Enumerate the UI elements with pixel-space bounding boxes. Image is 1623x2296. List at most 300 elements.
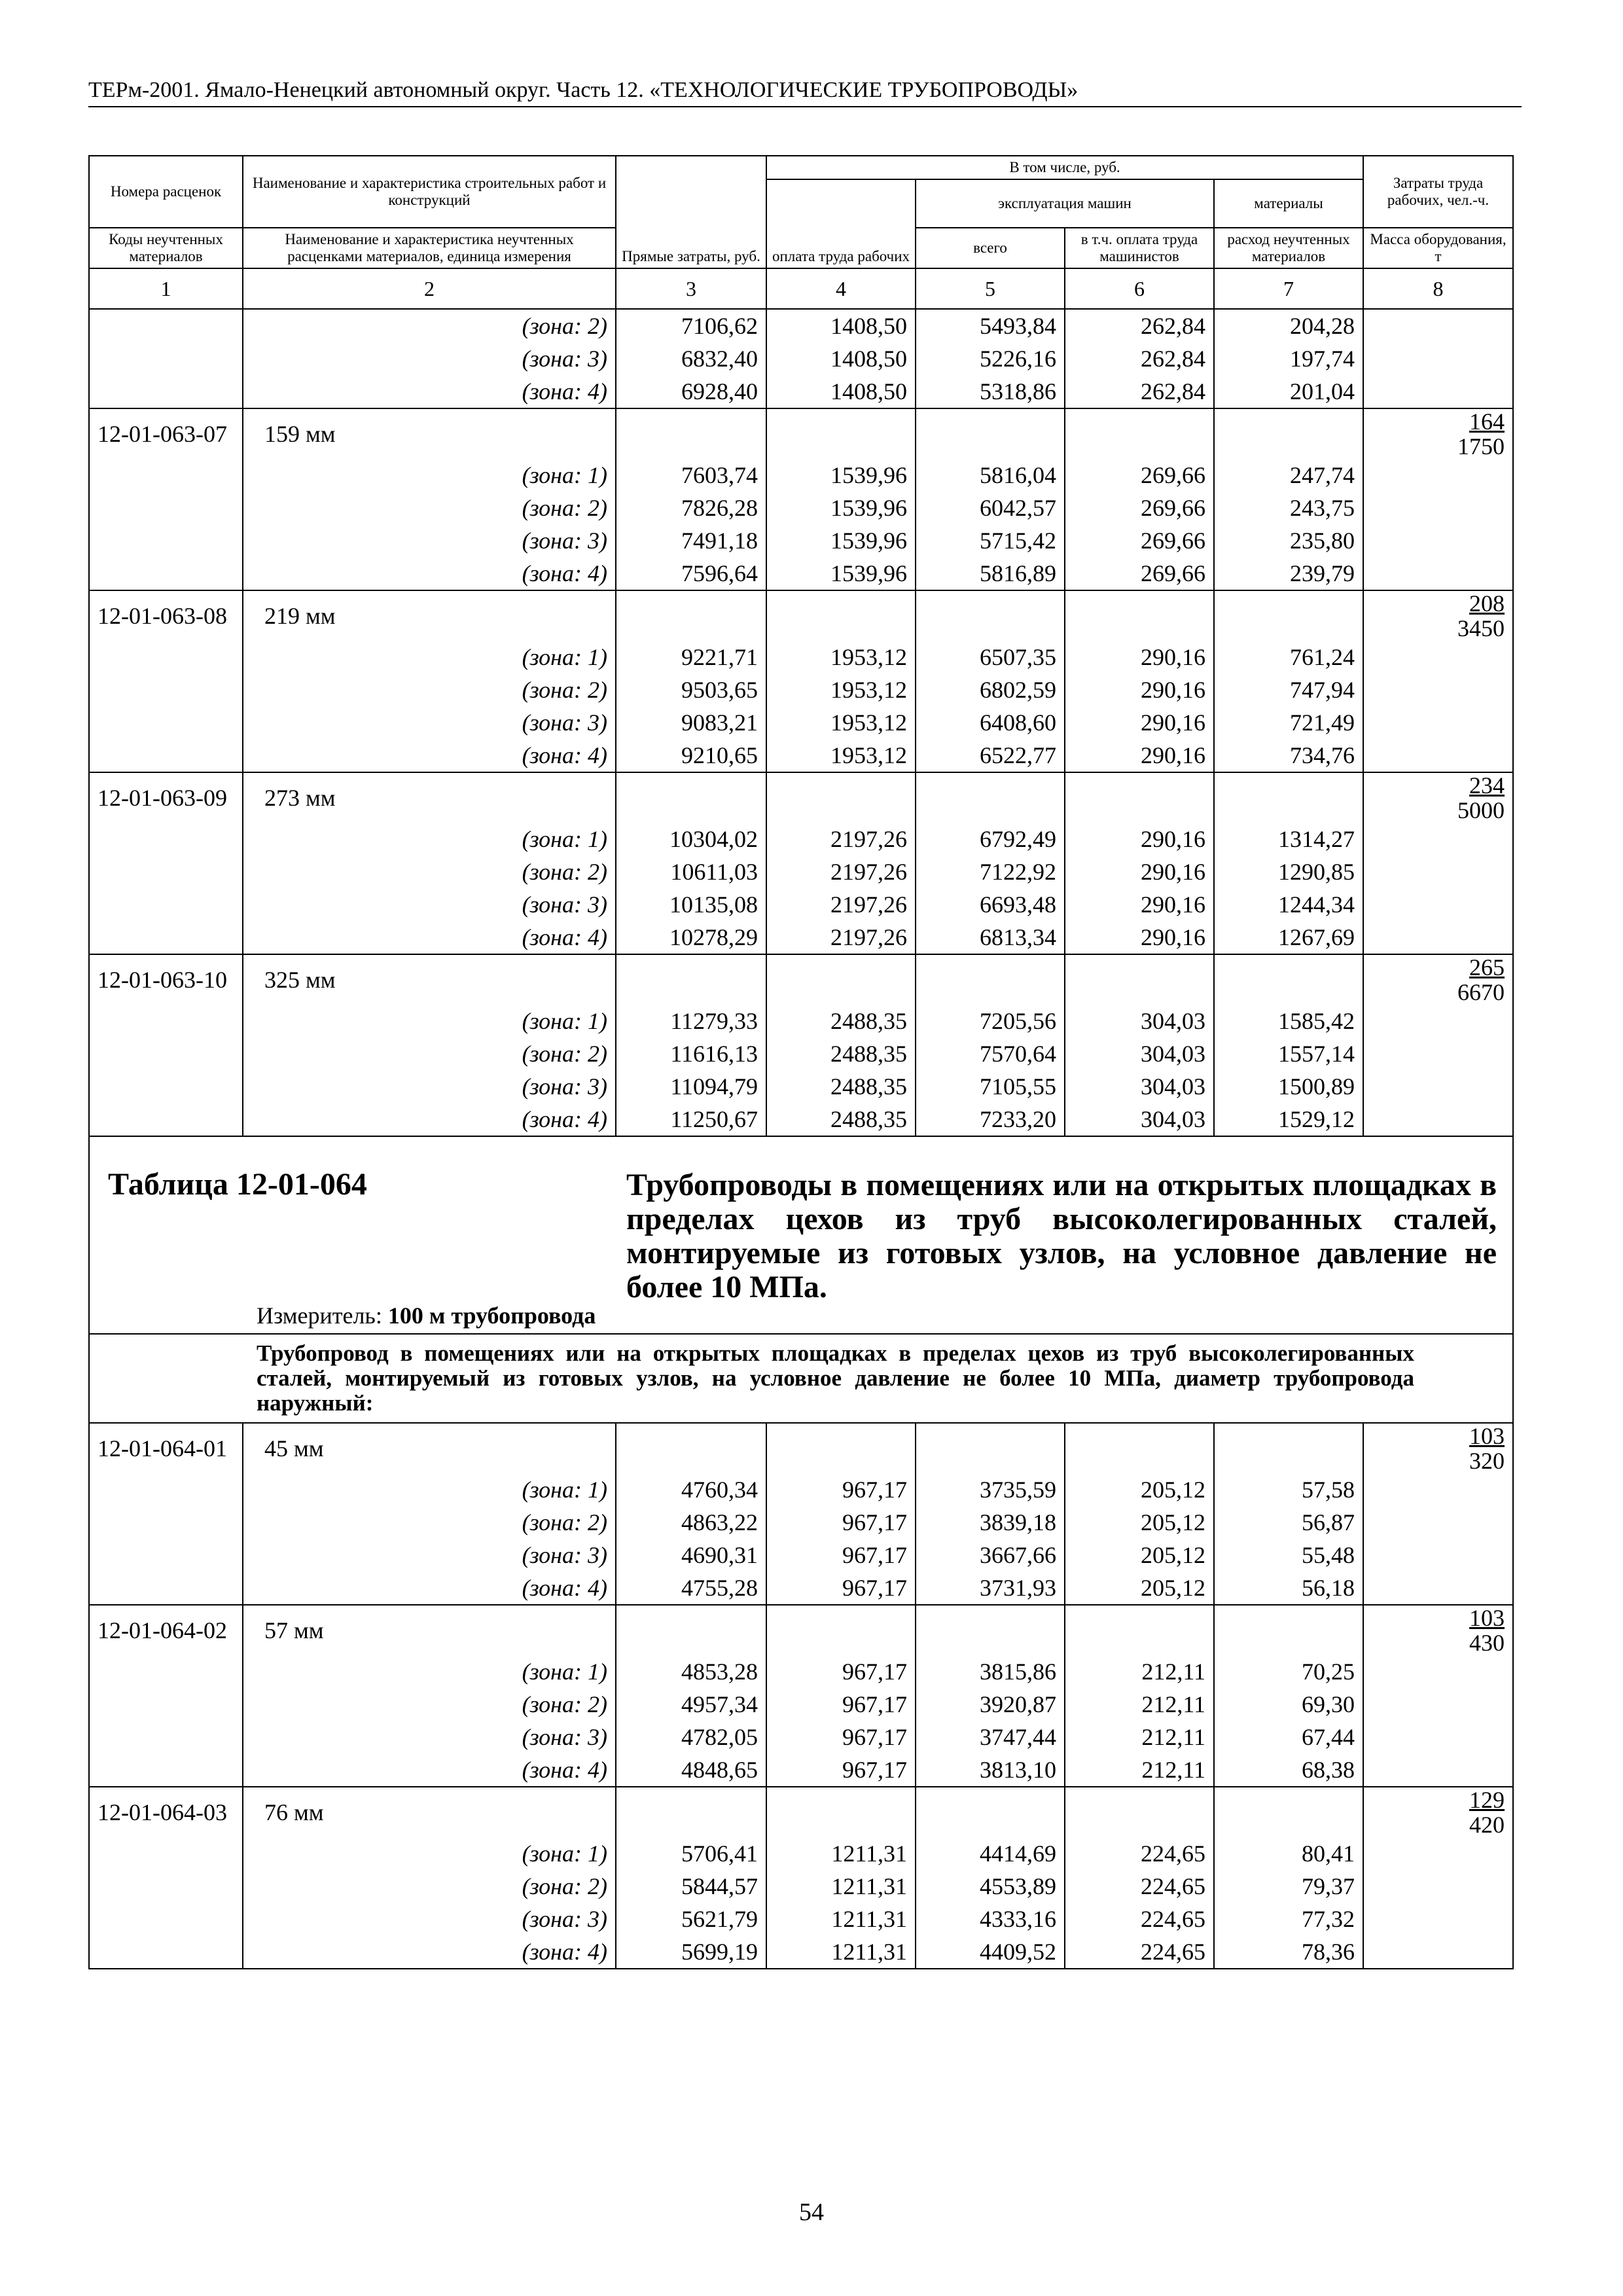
machinists-cost: 290,16	[1065, 823, 1214, 855]
zone-label: (зона: 1)	[243, 1655, 616, 1688]
machines-total: 3813,10	[916, 1753, 1065, 1787]
rate-row	[89, 1423, 1513, 1473]
table-row	[89, 1103, 1513, 1136]
empty-cell	[1065, 1423, 1214, 1473]
materials-cost: 204,28	[1214, 309, 1363, 342]
labor-cost: 1953,12	[766, 706, 916, 739]
machines-total: 4333,16	[916, 1903, 1065, 1935]
rate-row	[89, 1605, 1513, 1655]
table-row	[89, 1655, 1513, 1688]
direct-cost: 10135,08	[616, 888, 766, 921]
direct-cost: 7106,62	[616, 309, 766, 342]
machinists-cost: 304,03	[1065, 1037, 1214, 1070]
code-cell	[89, 1837, 243, 1870]
labor-cost: 2488,35	[766, 1103, 916, 1136]
empty-cell	[1214, 1423, 1363, 1473]
direct-cost: 7826,28	[616, 492, 766, 524]
rate-name: 219 мм	[243, 590, 616, 641]
machinists-cost: 304,03	[1065, 1005, 1214, 1037]
labor-cost: 1539,96	[766, 459, 916, 492]
machinists-cost: 290,16	[1065, 673, 1214, 706]
direct-cost: 11094,79	[616, 1070, 766, 1103]
col-header-incl: В том числе, руб.	[766, 156, 1363, 179]
workers-cell	[1363, 1005, 1513, 1037]
labor-cost: 2197,26	[766, 855, 916, 888]
empty-cell	[1065, 408, 1214, 459]
table-row	[89, 1571, 1513, 1605]
machines-total: 6042,57	[916, 492, 1065, 524]
empty-cell	[766, 590, 916, 641]
col-header-codes2: Коды неучтенных материалов	[89, 228, 243, 268]
table-row	[89, 557, 1513, 590]
table-row	[89, 1506, 1513, 1539]
equipment-mass: 5000	[1457, 797, 1505, 823]
direct-cost: 4853,28	[616, 1655, 766, 1688]
workers-cell	[1363, 557, 1513, 590]
code-cell	[89, 739, 243, 772]
materials-cost: 747,94	[1214, 673, 1363, 706]
zone-label: (зона: 1)	[243, 823, 616, 855]
direct-cost: 9083,21	[616, 706, 766, 739]
empty-cell	[916, 954, 1065, 1005]
rate-name: 273 мм	[243, 772, 616, 823]
machines-total: 7105,55	[916, 1070, 1065, 1103]
code-cell	[89, 1571, 243, 1605]
zone-label: (зона: 3)	[243, 706, 616, 739]
machinists-cost: 224,65	[1065, 1837, 1214, 1870]
machines-total: 3920,87	[916, 1688, 1065, 1721]
materials-cost: 734,76	[1214, 739, 1363, 772]
equipment-mass: 420	[1469, 1812, 1505, 1838]
labor-cost: 967,17	[766, 1571, 916, 1605]
workers-cell	[1363, 1506, 1513, 1539]
code-cell	[89, 673, 243, 706]
machines-total: 5318,86	[916, 375, 1065, 408]
materials-cost: 55,48	[1214, 1539, 1363, 1571]
direct-cost: 4755,28	[616, 1571, 766, 1605]
materials-cost: 70,25	[1214, 1655, 1363, 1688]
materials-cost: 239,79	[1214, 557, 1363, 590]
table-row	[89, 1870, 1513, 1903]
rate-name: 45 мм	[243, 1423, 616, 1473]
empty-cell	[916, 1423, 1065, 1473]
workers-cell	[1363, 921, 1513, 954]
rate-code: 12-01-063-09	[89, 772, 243, 823]
table-row	[89, 1005, 1513, 1037]
machines-total: 7570,64	[916, 1037, 1065, 1070]
machinists-cost: 262,84	[1065, 342, 1214, 375]
col-header-name2: Наименование и характеристика неучтенных расценками материалов, единица измерения	[243, 228, 616, 268]
empty-cell	[616, 772, 766, 823]
labor-cost: 967,17	[766, 1753, 916, 1787]
rate-code: 12-01-063-08	[89, 590, 243, 641]
machinists-cost: 212,11	[1065, 1655, 1214, 1688]
equipment-mass: 3450	[1457, 615, 1505, 641]
labor-cost: 2197,26	[766, 823, 916, 855]
rate-code: 12-01-063-07	[89, 408, 243, 459]
workers-cell	[1363, 1571, 1513, 1605]
rate-code: 12-01-064-02	[89, 1605, 243, 1655]
col-header-direct: Прямые затраты, руб.	[616, 156, 766, 268]
zone-label: (зона: 3)	[243, 888, 616, 921]
col-number: 3	[616, 268, 766, 309]
materials-cost: 78,36	[1214, 1935, 1363, 1969]
zone-label: (зона: 3)	[243, 1721, 616, 1753]
code-cell	[89, 1539, 243, 1571]
labor-mass-ratio	[1363, 590, 1513, 641]
materials-cost: 67,44	[1214, 1721, 1363, 1753]
workers-cell	[1363, 1903, 1513, 1935]
rate-row	[89, 590, 1513, 641]
labor-mass-ratio	[1363, 1787, 1513, 1837]
direct-cost: 4863,22	[616, 1506, 766, 1539]
rate-name: 57 мм	[243, 1605, 616, 1655]
code-cell	[89, 823, 243, 855]
direct-cost: 5706,41	[616, 1837, 766, 1870]
zone-label: (зона: 4)	[243, 1103, 616, 1136]
code-cell	[89, 1870, 243, 1903]
labor-cost: 967,17	[766, 1655, 916, 1688]
workers-cell	[1363, 342, 1513, 375]
empty-cell	[616, 954, 766, 1005]
zone-label: (зона: 4)	[243, 375, 616, 408]
labor-cost: 1953,12	[766, 641, 916, 673]
machinists-cost: 212,11	[1065, 1721, 1214, 1753]
materials-cost: 56,18	[1214, 1571, 1363, 1605]
machines-total: 3747,44	[916, 1721, 1065, 1753]
workers-cell	[1363, 1103, 1513, 1136]
direct-cost: 4782,05	[616, 1721, 766, 1753]
empty-cell	[616, 1787, 766, 1837]
direct-cost: 4690,31	[616, 1539, 766, 1571]
zone-label: (зона: 4)	[243, 1571, 616, 1605]
code-cell	[89, 921, 243, 954]
labor-mass-ratio	[1363, 772, 1513, 823]
empty-cell	[916, 590, 1065, 641]
table-title: Трубопроводы в помещениях или на открытых площадках в пределах цехов из труб высоколегированных сталей, монтируемые из готовых узлов, на условное давление не более 10 МПа.	[626, 1168, 1497, 1304]
equipment-mass: 1750	[1457, 433, 1505, 459]
materials-cost: 57,58	[1214, 1473, 1363, 1506]
equipment-mass: 320	[1469, 1448, 1505, 1474]
materials-cost: 56,87	[1214, 1506, 1363, 1539]
empty-cell	[766, 1605, 916, 1655]
machines-total: 5493,84	[916, 309, 1065, 342]
labor-cost: 967,17	[766, 1688, 916, 1721]
empty-cell	[1214, 954, 1363, 1005]
machinists-cost: 304,03	[1065, 1103, 1214, 1136]
table-row	[89, 921, 1513, 954]
workers-cell	[1363, 1837, 1513, 1870]
code-cell	[89, 342, 243, 375]
machines-total: 6693,48	[916, 888, 1065, 921]
direct-cost: 5699,19	[616, 1935, 766, 1969]
zone-label: (зона: 1)	[243, 459, 616, 492]
code-cell	[89, 459, 243, 492]
machinists-cost: 224,65	[1065, 1870, 1214, 1903]
labor-cost: 1539,96	[766, 524, 916, 557]
machines-total: 6813,34	[916, 921, 1065, 954]
empty-cell	[1065, 954, 1214, 1005]
workers-cell	[1363, 375, 1513, 408]
labor-cost: 967,17	[766, 1506, 916, 1539]
zone-label: (зона: 4)	[243, 557, 616, 590]
empty-cell	[1065, 772, 1214, 823]
zone-label: (зона: 4)	[243, 1753, 616, 1787]
labor-cost: 1953,12	[766, 739, 916, 772]
labor-cost: 1408,50	[766, 309, 916, 342]
machinists-cost: 269,66	[1065, 557, 1214, 590]
workers-cell	[1363, 524, 1513, 557]
direct-cost: 11250,67	[616, 1103, 766, 1136]
rates-table	[88, 155, 1514, 1969]
code-cell	[89, 1655, 243, 1688]
labor-cost: 2197,26	[766, 921, 916, 954]
empty-cell	[766, 954, 916, 1005]
code-cell	[89, 1903, 243, 1935]
col-header-total: всего	[916, 228, 1065, 268]
machines-total: 5816,04	[916, 459, 1065, 492]
header-rule	[88, 106, 1522, 107]
workers-cell	[1363, 1655, 1513, 1688]
empty-cell	[766, 1787, 916, 1837]
machines-total: 7205,56	[916, 1005, 1065, 1037]
machinists-cost: 304,03	[1065, 1070, 1214, 1103]
empty-cell	[616, 1423, 766, 1473]
rate-row	[89, 408, 1513, 459]
code-cell	[89, 641, 243, 673]
machines-total: 3735,59	[916, 1473, 1065, 1506]
machinists-cost: 290,16	[1065, 706, 1214, 739]
table-row	[89, 1837, 1513, 1870]
rate-code: 12-01-063-10	[89, 954, 243, 1005]
section-intro: Трубопровод в помещениях или на открытых площадках в пределах цехов из труб высоколегированных сталей, монтируемый из готовых узлов, на условное давление не более 10 МПа, диаметр трубопровода наружный:	[89, 1334, 1513, 1423]
labor-cost: 2488,35	[766, 1005, 916, 1037]
direct-cost: 11279,33	[616, 1005, 766, 1037]
table-row	[89, 1539, 1513, 1571]
code-cell	[89, 888, 243, 921]
table-row	[89, 1903, 1513, 1935]
workers-cell	[1363, 1721, 1513, 1753]
machinists-cost: 205,12	[1065, 1539, 1214, 1571]
code-cell	[89, 1721, 243, 1753]
materials-cost: 247,74	[1214, 459, 1363, 492]
materials-cost: 243,75	[1214, 492, 1363, 524]
labor-hours: 234	[1469, 772, 1505, 798]
col-number: 6	[1065, 268, 1214, 309]
machinists-cost: 212,11	[1065, 1753, 1214, 1787]
empty-cell	[916, 1605, 1065, 1655]
table-row	[89, 1721, 1513, 1753]
direct-cost: 5621,79	[616, 1903, 766, 1935]
workers-cell	[1363, 459, 1513, 492]
direct-cost: 4760,34	[616, 1473, 766, 1506]
machines-total: 5226,16	[916, 342, 1065, 375]
machines-total: 5816,89	[916, 557, 1065, 590]
materials-cost: 1585,42	[1214, 1005, 1363, 1037]
zone-label: (зона: 3)	[243, 1539, 616, 1571]
labor-cost: 2488,35	[766, 1037, 916, 1070]
col-number: 2	[243, 268, 616, 309]
empty-cell	[766, 1423, 916, 1473]
code-cell	[89, 1688, 243, 1721]
direct-cost: 6832,40	[616, 342, 766, 375]
table-number: Таблица 12-01-064	[108, 1167, 367, 1202]
labor-cost: 1408,50	[766, 342, 916, 375]
zone-label: (зона: 1)	[243, 1473, 616, 1506]
machinists-cost: 290,16	[1065, 888, 1214, 921]
machines-total: 6802,59	[916, 673, 1065, 706]
machinists-cost: 262,84	[1065, 375, 1214, 408]
empty-cell	[766, 408, 916, 459]
rate-code: 12-01-064-01	[89, 1423, 243, 1473]
direct-cost: 9503,65	[616, 673, 766, 706]
workers-cell	[1363, 1539, 1513, 1571]
code-cell	[89, 557, 243, 590]
labor-mass-ratio	[1363, 954, 1513, 1005]
table-row	[89, 888, 1513, 921]
workers-cell	[1363, 855, 1513, 888]
machinists-cost: 224,65	[1065, 1935, 1214, 1969]
empty-cell	[1065, 1787, 1214, 1837]
zone-label: (зона: 1)	[243, 641, 616, 673]
empty-cell	[916, 408, 1065, 459]
labor-cost: 2488,35	[766, 1070, 916, 1103]
page-number: 54	[799, 2198, 824, 2226]
col-header-machines: эксплуатация машин	[916, 179, 1214, 228]
col-number: 1	[89, 268, 243, 309]
labor-cost: 1539,96	[766, 492, 916, 524]
labor-cost: 1408,50	[766, 375, 916, 408]
machines-total: 6507,35	[916, 641, 1065, 673]
zone-label: (зона: 2)	[243, 1506, 616, 1539]
zone-label: (зона: 3)	[243, 1070, 616, 1103]
table-row	[89, 1473, 1513, 1506]
workers-cell	[1363, 673, 1513, 706]
machines-total: 4553,89	[916, 1870, 1065, 1903]
empty-cell	[1214, 1605, 1363, 1655]
materials-cost: 1267,69	[1214, 921, 1363, 954]
direct-cost: 5844,57	[616, 1870, 766, 1903]
zone-label: (зона: 2)	[243, 1870, 616, 1903]
materials-cost: 79,37	[1214, 1870, 1363, 1903]
col-header-codes: Номера расценок	[89, 156, 243, 228]
zone-label: (зона: 2)	[243, 309, 616, 342]
rate-name: 325 мм	[243, 954, 616, 1005]
materials-cost: 1500,89	[1214, 1070, 1363, 1103]
materials-cost: 761,24	[1214, 641, 1363, 673]
empty-cell	[916, 1787, 1065, 1837]
measure-label: Измеритель:	[257, 1302, 382, 1329]
code-cell	[89, 1070, 243, 1103]
zone-label: (зона: 4)	[243, 921, 616, 954]
rate-row	[89, 772, 1513, 823]
col-header-name: Наименование и характеристика строительных работ и конструкций	[243, 156, 616, 228]
empty-cell	[616, 590, 766, 641]
machinists-cost: 269,66	[1065, 459, 1214, 492]
materials-cost: 69,30	[1214, 1688, 1363, 1721]
machinists-cost: 205,12	[1065, 1506, 1214, 1539]
machinists-cost: 262,84	[1065, 309, 1214, 342]
workers-cell	[1363, 1037, 1513, 1070]
measure-value: 100 м трубопровода	[387, 1302, 596, 1329]
machinists-cost: 212,11	[1065, 1688, 1214, 1721]
zone-label: (зона: 3)	[243, 1903, 616, 1935]
empty-cell	[916, 772, 1065, 823]
equipment-mass: 6670	[1457, 979, 1505, 1005]
direct-cost: 10278,29	[616, 921, 766, 954]
direct-cost: 6928,40	[616, 375, 766, 408]
code-cell	[89, 1037, 243, 1070]
col-header-mass: Масса оборудования, т	[1363, 228, 1513, 268]
table-row	[89, 1935, 1513, 1969]
table-row	[89, 739, 1513, 772]
materials-cost: 1557,14	[1214, 1037, 1363, 1070]
materials-cost: 1290,85	[1214, 855, 1363, 888]
col-header-labor: оплата труда рабочих	[766, 179, 916, 268]
zone-label: (зона: 2)	[243, 492, 616, 524]
code-cell	[89, 1753, 243, 1787]
workers-cell	[1363, 823, 1513, 855]
empty-cell	[1065, 590, 1214, 641]
workers-cell	[1363, 1753, 1513, 1787]
code-cell	[89, 524, 243, 557]
code-cell	[89, 706, 243, 739]
zone-label: (зона: 2)	[243, 673, 616, 706]
materials-cost: 1529,12	[1214, 1103, 1363, 1136]
direct-cost: 9210,65	[616, 739, 766, 772]
labor-hours: 208	[1469, 590, 1505, 617]
materials-cost: 201,04	[1214, 375, 1363, 408]
workers-cell	[1363, 1070, 1513, 1103]
machines-total: 3667,66	[916, 1539, 1065, 1571]
col-header-workers: Затраты труда рабочих, чел.-ч.	[1363, 156, 1513, 228]
labor-hours: 164	[1469, 408, 1505, 435]
code-cell	[89, 375, 243, 408]
rate-name: 76 мм	[243, 1787, 616, 1837]
labor-cost: 1211,31	[766, 1903, 916, 1935]
workers-cell	[1363, 1688, 1513, 1721]
code-cell	[89, 1103, 243, 1136]
labor-cost: 967,17	[766, 1721, 916, 1753]
direct-cost: 11616,13	[616, 1037, 766, 1070]
running-header: ТЕРм-2001. Ямало-Ненецкий автономный округ. Часть 12. «ТЕХНОЛОГИЧЕСКИЕ ТРУБОПРОВОДЫ»	[88, 78, 1079, 102]
labor-cost: 2197,26	[766, 888, 916, 921]
col-header-materials: материалы	[1214, 179, 1363, 228]
labor-cost: 1211,31	[766, 1870, 916, 1903]
code-cell	[89, 1506, 243, 1539]
col-number: 5	[916, 268, 1065, 309]
code-cell	[89, 1005, 243, 1037]
code-cell	[89, 492, 243, 524]
materials-cost: 1314,27	[1214, 823, 1363, 855]
zone-label: (зона: 1)	[243, 1005, 616, 1037]
workers-cell	[1363, 1870, 1513, 1903]
rate-row	[89, 1787, 1513, 1837]
direct-cost: 4848,65	[616, 1753, 766, 1787]
table-row	[89, 673, 1513, 706]
machinists-cost: 269,66	[1065, 524, 1214, 557]
machines-total: 4414,69	[916, 1837, 1065, 1870]
table-row	[89, 492, 1513, 524]
table-row	[89, 524, 1513, 557]
machines-total: 7122,92	[916, 855, 1065, 888]
zone-label: (зона: 4)	[243, 739, 616, 772]
machinists-cost: 224,65	[1065, 1903, 1214, 1935]
table-row	[89, 823, 1513, 855]
zone-label: (зона: 3)	[243, 524, 616, 557]
labor-cost: 967,17	[766, 1539, 916, 1571]
machinists-cost: 290,16	[1065, 739, 1214, 772]
